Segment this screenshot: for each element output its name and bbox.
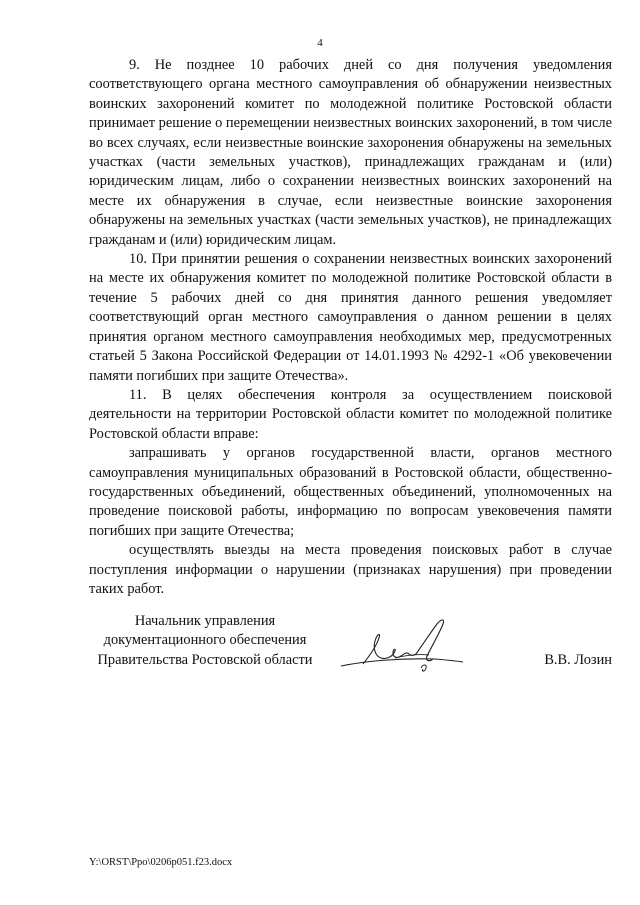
signer-title-line: Правительства Ростовской области <box>97 651 313 668</box>
paragraph-10: 10. При принятии решения о сохранении неизвестных воинских захоронений на месте их обнаружения комитет по молодежной политике Ростовской области в течение 5 рабочих дней со дня принятия данного решения уведомляет соответствующий орган местного самоуправления о данном решении в целях принятия органом местного самоуправления необходимых мер, предусмотренных статьей 5 Закона Российской Федерации от 14.01.1993 № 4292-1 «Об увековечении памяти погибших при защите Отечества». <box>89 251 612 384</box>
page-number: 4 <box>317 37 323 49</box>
handwritten-signature <box>337 614 467 676</box>
document-body <box>89 56 612 599</box>
paragraph-11-item-request: запрашивать у органов государственной власти, органов местного самоуправления муниципальных образований в Ростовской области, общественно-государственных объединений, общественных объединений, уполномоченных на проведение поисковой работы, информацию по вопросам увековечения памяти погибших при защите Отечества; <box>89 445 612 539</box>
paragraph-9: 9. Не позднее 10 рабочих дней со дня получения уведомления соответствующего органа местного самоуправления об обнаружении неизвестных воинских захоронений комитет по молодежной политике Ростовской области принимает решение о перемещении неизвестных воинских захоронений, в том числе во всех случаях, если неизвестные воинские захоронения обнаружены на земельных участках (части земельных участков), принадлежащих гражданам и (или) юридическим лицам, либо о сохранении неизвестных воинских захоронений на месте их обнаружения в случае, если неизвестные воинские захоронения обнаружены на земельных участках (части земельных участков), не принадлежащих гражданам и (или) юридическим лицам. <box>89 57 612 248</box>
signature-block <box>89 612 612 682</box>
signer-title <box>89 612 321 670</box>
paragraph-11-item-visits: осуществлять выезды на места проведения поисковых работ в случае поступления информации о нарушении (признаках нарушения) при проведении таких работ. <box>89 542 612 597</box>
signer-name: В.В. Лозин <box>544 652 612 668</box>
signer-title-line: документационного обеспечения <box>103 632 307 649</box>
file-path: Y:\ORST\Ppo\0206p051.f23.docx <box>89 857 233 868</box>
signer-title-line: Начальник управления <box>134 613 276 629</box>
paragraph-11: 11. В целях обеспечения контроля за осуществлением поисковой деятельности на территории Ростовской области комитет по молодежной политике Ростовской области вправе: <box>89 386 612 442</box>
